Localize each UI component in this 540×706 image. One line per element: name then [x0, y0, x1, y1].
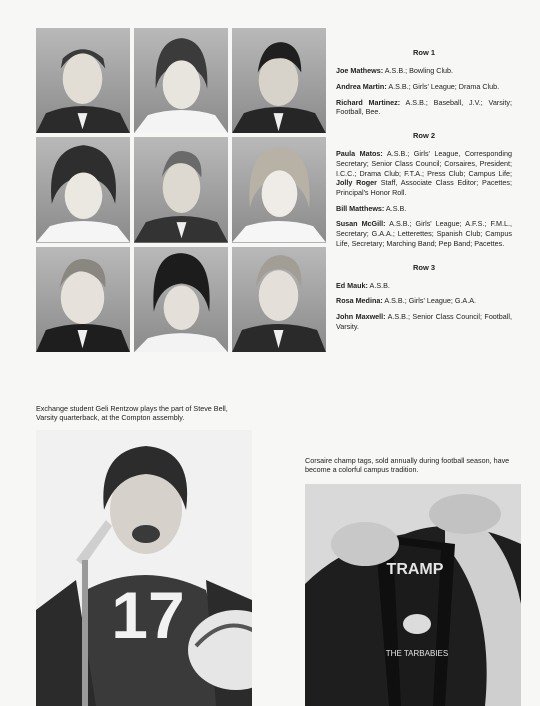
caption-entry: Andrea Martin: A.S.B.; Girls' League; Drama Club. [336, 81, 500, 91]
tag-bottom-text: THE TARBABIES [385, 649, 449, 658]
portrait-susan-mcgill [232, 137, 326, 242]
row-block-3 [336, 263, 512, 332]
tag-title: TRAMP [386, 561, 444, 578]
jersey-number: 17 [111, 578, 185, 652]
caption-entry: Ed Mauk: A.S.B. [336, 280, 390, 290]
photo-caption-left: Exchange student Geli Rentzow plays the part of Steve Bell, Varsity quarterback, at the Compton assembly. [36, 404, 228, 423]
row-block-2 [336, 131, 512, 249]
portrait-andrea-martin [134, 28, 228, 133]
caption-entry: Bill Matthews: A.S.B. [336, 203, 407, 213]
portrait-bill-matthews [134, 137, 228, 242]
row-block-1 [336, 48, 512, 117]
portrait-ed-mauk [36, 247, 130, 352]
row-heading: Row 2 [412, 131, 436, 140]
portrait-paula-matos [36, 137, 130, 242]
photo-football-player [36, 430, 252, 706]
caption-entry: John Maxwell: A.S.B.; Senior Class Council; Football, Varsity. [336, 312, 512, 331]
portrait-grid [36, 28, 326, 352]
portrait-richard-martinez [232, 28, 326, 133]
caption-entry: Paula Matos: A.S.B.; Girls' League, Corresponding Secretary; Senior Class Council; Corsaires, President; I.C.C.; Drama Club; F.T.A.; Press Club; Campus Life; Jolly Roger Staff, Associate Class Editor; Pacettes; Principal's Honor Roll. [336, 149, 512, 197]
portrait-joe-mathews [36, 28, 130, 133]
caption-entry: Richard Martinez: A.S.B.; Baseball, J.V.; Varsity; Football, Bee. [336, 97, 512, 117]
caption-entry: Susan McGill: A.S.B.; Girls' League; A.F.S.; F.M.L., Secretary; G.A.A.; Letterettes; Spanish Club; Campus Life, Secretary; Marching Band; Pep Band; Pacettes. [336, 219, 513, 248]
photo-caption-right: Corsaire champ tags, sold annually during football season, have become a colorful campus tradition. [305, 456, 510, 475]
caption-entry: Joe Mathews: A.S.B.; Bowling Club. [336, 66, 454, 76]
row-heading: Row 1 [412, 48, 436, 57]
portrait-captions [336, 48, 512, 340]
portrait-rosa-medina [134, 247, 228, 352]
portrait-john-maxwell [232, 247, 326, 352]
photo-champ-tag [305, 484, 521, 706]
caption-entry: Rosa Medina: A.S.B.; Girls' League; G.A.A. [336, 296, 476, 306]
row-heading: Row 3 [412, 262, 436, 272]
